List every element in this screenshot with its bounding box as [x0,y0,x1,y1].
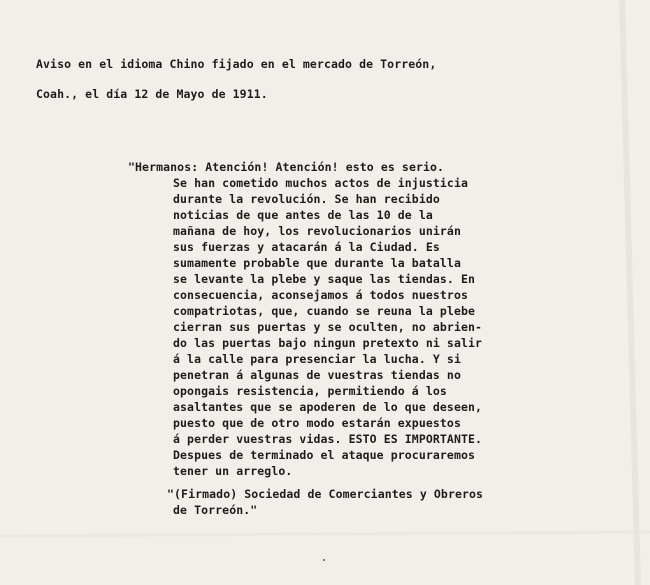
signature-line-2: de Torreón." [173,503,258,517]
message-line: noticias de que antes de las 10 de la [173,208,433,222]
message-line: sus fuerzas y atacarán á la Ciudad. Es [173,240,440,254]
message-line: "Hermanos: Atención! Atención! esto es serio. [128,160,445,174]
message-line: penetran á algunas de vuestras tiendas no [173,368,461,382]
message-line: á perder vuestras vidas. ESTO ES IMPORTANTE. [173,432,483,446]
message-line: se levante la plebe y saque las tiendas. En [173,272,476,286]
signature-line-1: "(Firmado) Sociedad de Comerciantes y Obreros [167,487,484,501]
message-line: asaltantes que se apoderen de lo que deseen, [173,400,483,414]
message-line: do las puertas bajo ningun pretexto ni salir [173,336,483,350]
message-line: á la calle para presenciar la lucha. Y si [173,352,461,366]
message-line: compatriotas, que, cuando se reuna la plebe [173,304,476,318]
document-heading-line-1: Aviso en el idioma Chino fijado en el mercado de Torreón, [36,57,437,71]
message-line: consecuencia, aconsejamos á todos nuestros [173,288,468,302]
paper-speck [323,559,325,561]
message-line: cierran sus puertas y se oculten, no abrien- [173,320,483,334]
message-line: sumamente probable que durante la batalla [173,256,461,270]
message-line: tener un arreglo. [173,464,293,478]
message-line: durante la revolución. Se han recibido [173,192,440,206]
message-line: Despues de terminado el ataque procuraremos [173,448,476,462]
message-line: opongais resistencia, permitiendo á los [173,384,447,398]
document-heading-line-2: Coah., el día 12 de Mayo de 1911. [36,87,268,101]
message-line: puesto que de otro modo estarán expuestos [173,416,461,430]
message-line: mañana de hoy, los revolucionarios unirán [173,224,461,238]
message-line: Se han cometido muchos actos de injusticia [173,176,468,190]
